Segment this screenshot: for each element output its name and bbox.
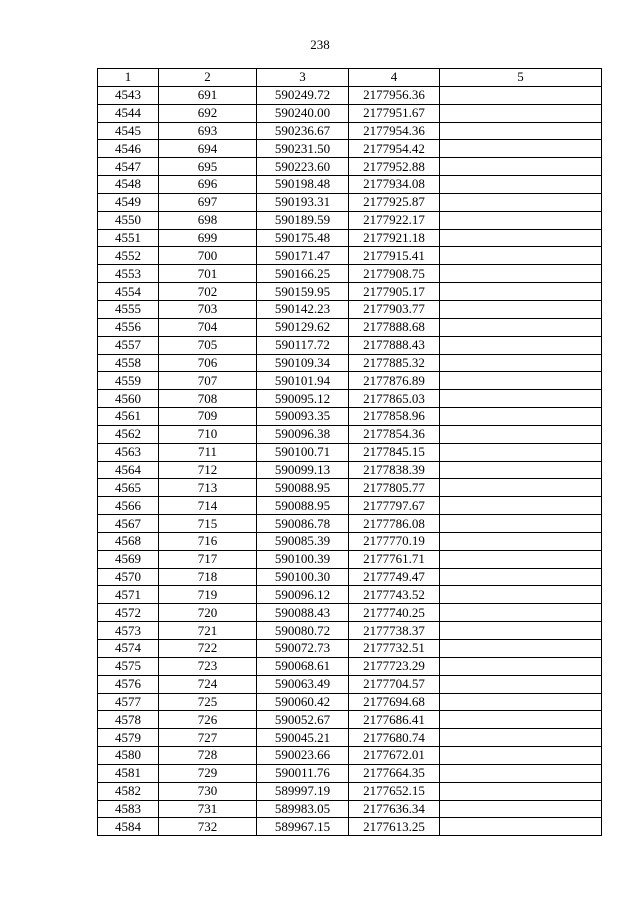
table-cell-col-5 xyxy=(440,675,602,693)
table-cell-col-1: 4562 xyxy=(98,425,159,443)
table-cell-col-1: 4548 xyxy=(98,176,159,194)
table-cell-col-4: 2177854.36 xyxy=(349,425,440,443)
table-row xyxy=(98,104,602,122)
table-cell-col-5 xyxy=(440,818,602,836)
table-cell-col-1: 4583 xyxy=(98,800,159,818)
table-cell-col-2: 721 xyxy=(159,622,257,640)
table-cell-col-1: 4561 xyxy=(98,408,159,426)
table-cell-col-5 xyxy=(440,568,602,586)
table-cell-col-5 xyxy=(440,586,602,604)
table-cell-col-1: 4574 xyxy=(98,640,159,658)
table-cell-col-3: 590096.12 xyxy=(257,586,349,604)
table-cell-col-4: 2177922.17 xyxy=(349,211,440,229)
table-cell-col-4: 2177740.25 xyxy=(349,604,440,622)
table-cell-col-4: 2177956.36 xyxy=(349,86,440,104)
table-cell-col-2: 710 xyxy=(159,425,257,443)
table-row xyxy=(98,497,602,515)
table-cell-col-4: 2177749.47 xyxy=(349,568,440,586)
table-cell-col-4: 2177915.41 xyxy=(349,247,440,265)
table-cell-col-4: 2177743.52 xyxy=(349,586,440,604)
table-row xyxy=(98,372,602,390)
table-cell-col-3: 590231.50 xyxy=(257,140,349,158)
table-cell-col-4: 2177908.75 xyxy=(349,265,440,283)
table-cell-col-4: 2177732.51 xyxy=(349,640,440,658)
table-cell-col-3: 590096.38 xyxy=(257,425,349,443)
table-row xyxy=(98,729,602,747)
table-cell-col-2: 726 xyxy=(159,711,257,729)
table-cell-col-4: 2177888.68 xyxy=(349,318,440,336)
table-cell-col-2: 714 xyxy=(159,497,257,515)
table-cell-col-1: 4545 xyxy=(98,122,159,140)
table-cell-col-3: 590236.67 xyxy=(257,122,349,140)
table-row xyxy=(98,318,602,336)
table-cell-col-5 xyxy=(440,247,602,265)
table-cell-col-3: 590093.35 xyxy=(257,408,349,426)
column-header-4: 4 xyxy=(349,69,440,87)
table-cell-col-5 xyxy=(440,640,602,658)
table-cell-col-5 xyxy=(440,211,602,229)
table-cell-col-4: 2177786.08 xyxy=(349,515,440,533)
table-cell-col-4: 2177885.32 xyxy=(349,354,440,372)
table-row xyxy=(98,283,602,301)
table-cell-col-5 xyxy=(440,497,602,515)
table-cell-col-5 xyxy=(440,711,602,729)
table-cell-col-4: 2177672.01 xyxy=(349,747,440,765)
table-cell-col-3: 590100.39 xyxy=(257,550,349,568)
table-cell-col-1: 4570 xyxy=(98,568,159,586)
table-cell-col-2: 724 xyxy=(159,675,257,693)
table-cell-col-1: 4556 xyxy=(98,318,159,336)
table-cell-col-2: 708 xyxy=(159,390,257,408)
table-cell-col-1: 4584 xyxy=(98,818,159,836)
table-cell-col-2: 700 xyxy=(159,247,257,265)
table-cell-col-3: 590045.21 xyxy=(257,729,349,747)
table-cell-col-5 xyxy=(440,283,602,301)
table-row xyxy=(98,265,602,283)
table-cell-col-4: 2177797.67 xyxy=(349,497,440,515)
table-cell-col-5 xyxy=(440,265,602,283)
table-cell-col-5 xyxy=(440,461,602,479)
table-cell-col-1: 4575 xyxy=(98,657,159,675)
table-cell-col-4: 2177738.37 xyxy=(349,622,440,640)
table-cell-col-1: 4563 xyxy=(98,443,159,461)
table-cell-col-4: 2177694.68 xyxy=(349,693,440,711)
table-cell-col-3: 589967.15 xyxy=(257,818,349,836)
table-cell-col-3: 590129.62 xyxy=(257,318,349,336)
table-cell-col-5 xyxy=(440,104,602,122)
table-cell-col-4: 2177876.89 xyxy=(349,372,440,390)
table-cell-col-5 xyxy=(440,479,602,497)
table-cell-col-2: 697 xyxy=(159,193,257,211)
table-cell-col-1: 4547 xyxy=(98,158,159,176)
table-row xyxy=(98,176,602,194)
table-cell-col-1: 4568 xyxy=(98,532,159,550)
table-cell-col-5 xyxy=(440,336,602,354)
table-cell-col-3: 590109.34 xyxy=(257,354,349,372)
table-cell-col-1: 4566 xyxy=(98,497,159,515)
table-cell-col-5 xyxy=(440,604,602,622)
table-cell-col-4: 2177664.35 xyxy=(349,764,440,782)
table-cell-col-3: 590189.59 xyxy=(257,211,349,229)
table-cell-col-1: 4572 xyxy=(98,604,159,622)
table-cell-col-3: 590249.72 xyxy=(257,86,349,104)
table-row xyxy=(98,140,602,158)
table-cell-col-2: 702 xyxy=(159,283,257,301)
table-cell-col-5 xyxy=(440,122,602,140)
table-cell-col-1: 4549 xyxy=(98,193,159,211)
table-row xyxy=(98,532,602,550)
table-cell-col-1: 4581 xyxy=(98,764,159,782)
table-cell-col-2: 730 xyxy=(159,782,257,800)
table-cell-col-2: 709 xyxy=(159,408,257,426)
table-row xyxy=(98,622,602,640)
table-cell-col-3: 590159.95 xyxy=(257,283,349,301)
table-row xyxy=(98,408,602,426)
table-cell-col-4: 2177888.43 xyxy=(349,336,440,354)
table-cell-col-1: 4579 xyxy=(98,729,159,747)
table-cell-col-3: 590060.42 xyxy=(257,693,349,711)
table-cell-col-2: 712 xyxy=(159,461,257,479)
table-cell-col-3: 590086.78 xyxy=(257,515,349,533)
table-cell-col-2: 695 xyxy=(159,158,257,176)
column-header-1: 1 xyxy=(98,69,159,87)
table-row xyxy=(98,354,602,372)
table-cell-col-1: 4543 xyxy=(98,86,159,104)
table-cell-col-2: 698 xyxy=(159,211,257,229)
table-cell-col-2: 731 xyxy=(159,800,257,818)
table-cell-col-5 xyxy=(440,372,602,390)
column-header-2: 2 xyxy=(159,69,257,87)
table-cell-col-5 xyxy=(440,515,602,533)
table-row xyxy=(98,300,602,318)
table-cell-col-1: 4569 xyxy=(98,550,159,568)
table-cell-col-4: 2177704.57 xyxy=(349,675,440,693)
table-cell-col-3: 590063.49 xyxy=(257,675,349,693)
table-cell-col-2: 705 xyxy=(159,336,257,354)
table-cell-col-5 xyxy=(440,390,602,408)
table-row xyxy=(98,461,602,479)
coordinates-table xyxy=(97,68,602,836)
table-cell-col-1: 4571 xyxy=(98,586,159,604)
table-cell-col-5 xyxy=(440,229,602,247)
table-cell-col-2: 707 xyxy=(159,372,257,390)
table-cell-col-5 xyxy=(440,729,602,747)
table-cell-col-4: 2177903.77 xyxy=(349,300,440,318)
table-cell-col-4: 2177951.67 xyxy=(349,104,440,122)
table-cell-col-1: 4553 xyxy=(98,265,159,283)
table-row xyxy=(98,604,602,622)
table-cell-col-2: 701 xyxy=(159,265,257,283)
table-cell-col-1: 4552 xyxy=(98,247,159,265)
table-cell-col-2: 727 xyxy=(159,729,257,747)
table-cell-col-4: 2177925.87 xyxy=(349,193,440,211)
table-cell-col-4: 2177952.88 xyxy=(349,158,440,176)
table-cell-col-1: 4544 xyxy=(98,104,159,122)
column-header-3: 3 xyxy=(257,69,349,87)
table-cell-col-3: 590100.71 xyxy=(257,443,349,461)
table-cell-col-2: 694 xyxy=(159,140,257,158)
table-cell-col-1: 4551 xyxy=(98,229,159,247)
table-row xyxy=(98,390,602,408)
table-cell-col-3: 590099.13 xyxy=(257,461,349,479)
table-cell-col-4: 2177723.29 xyxy=(349,657,440,675)
table-cell-col-3: 590080.72 xyxy=(257,622,349,640)
table-row xyxy=(98,747,602,765)
table-header xyxy=(98,69,602,87)
table-cell-col-2: 729 xyxy=(159,764,257,782)
table-row xyxy=(98,818,602,836)
table-cell-col-1: 4546 xyxy=(98,140,159,158)
table-cell-col-3: 590101.94 xyxy=(257,372,349,390)
table-cell-col-5 xyxy=(440,550,602,568)
table-cell-col-3: 590175.48 xyxy=(257,229,349,247)
table-cell-col-1: 4580 xyxy=(98,747,159,765)
table-cell-col-3: 590068.61 xyxy=(257,657,349,675)
table-cell-col-3: 590052.67 xyxy=(257,711,349,729)
table-cell-col-5 xyxy=(440,176,602,194)
table-cell-col-1: 4560 xyxy=(98,390,159,408)
table-cell-col-4: 2177805.77 xyxy=(349,479,440,497)
table-cell-col-4: 2177865.03 xyxy=(349,390,440,408)
table-cell-col-4: 2177934.08 xyxy=(349,176,440,194)
table-cell-col-5 xyxy=(440,408,602,426)
table-cell-col-4: 2177838.39 xyxy=(349,461,440,479)
table-cell-col-2: 720 xyxy=(159,604,257,622)
table-row xyxy=(98,86,602,104)
table-cell-col-5 xyxy=(440,300,602,318)
table-cell-col-1: 4555 xyxy=(98,300,159,318)
table-cell-col-1: 4577 xyxy=(98,693,159,711)
table-cell-col-2: 706 xyxy=(159,354,257,372)
table-cell-col-5 xyxy=(440,86,602,104)
table-cell-col-1: 4567 xyxy=(98,515,159,533)
table-cell-col-1: 4557 xyxy=(98,336,159,354)
table-cell-col-2: 699 xyxy=(159,229,257,247)
table-cell-col-2: 693 xyxy=(159,122,257,140)
table-cell-col-2: 704 xyxy=(159,318,257,336)
table-cell-col-3: 590088.95 xyxy=(257,497,349,515)
table-cell-col-1: 4576 xyxy=(98,675,159,693)
table-row xyxy=(98,425,602,443)
table-cell-col-5 xyxy=(440,747,602,765)
table-cell-col-1: 4582 xyxy=(98,782,159,800)
table-cell-col-3: 590198.48 xyxy=(257,176,349,194)
table-cell-col-5 xyxy=(440,318,602,336)
table-row xyxy=(98,586,602,604)
table-body xyxy=(98,86,602,835)
table-cell-col-5 xyxy=(440,782,602,800)
table-cell-col-4: 2177770.19 xyxy=(349,532,440,550)
table-cell-col-1: 4554 xyxy=(98,283,159,301)
table-row xyxy=(98,568,602,586)
table-cell-col-5 xyxy=(440,140,602,158)
table-cell-col-3: 590166.25 xyxy=(257,265,349,283)
table-cell-col-4: 2177686.41 xyxy=(349,711,440,729)
table-row xyxy=(98,336,602,354)
table-cell-col-3: 590085.39 xyxy=(257,532,349,550)
table-cell-col-4: 2177954.42 xyxy=(349,140,440,158)
table-cell-col-5 xyxy=(440,443,602,461)
table-cell-col-3: 589997.19 xyxy=(257,782,349,800)
table-cell-col-2: 703 xyxy=(159,300,257,318)
table-cell-col-5 xyxy=(440,193,602,211)
table-cell-col-2: 718 xyxy=(159,568,257,586)
table-cell-col-2: 719 xyxy=(159,586,257,604)
table-cell-col-4: 2177845.15 xyxy=(349,443,440,461)
table-cell-col-1: 4564 xyxy=(98,461,159,479)
table-cell-col-3: 590100.30 xyxy=(257,568,349,586)
table-cell-col-5 xyxy=(440,693,602,711)
table-cell-col-3: 590072.73 xyxy=(257,640,349,658)
table-cell-col-2: 713 xyxy=(159,479,257,497)
table-cell-col-2: 725 xyxy=(159,693,257,711)
table-cell-col-3: 590240.00 xyxy=(257,104,349,122)
table-cell-col-2: 722 xyxy=(159,640,257,658)
table-row xyxy=(98,800,602,818)
table-cell-col-2: 691 xyxy=(159,86,257,104)
table-row xyxy=(98,550,602,568)
table-cell-col-3: 590223.60 xyxy=(257,158,349,176)
table-row xyxy=(98,782,602,800)
table-cell-col-4: 2177761.71 xyxy=(349,550,440,568)
table-cell-col-3: 590171.47 xyxy=(257,247,349,265)
table-row xyxy=(98,229,602,247)
table-cell-col-4: 2177954.36 xyxy=(349,122,440,140)
table-cell-col-2: 715 xyxy=(159,515,257,533)
table-cell-col-2: 692 xyxy=(159,104,257,122)
table-row xyxy=(98,443,602,461)
table-cell-col-3: 590142.23 xyxy=(257,300,349,318)
table-cell-col-3: 590023.66 xyxy=(257,747,349,765)
table-cell-col-2: 723 xyxy=(159,657,257,675)
table-cell-col-5 xyxy=(440,657,602,675)
table-cell-col-2: 711 xyxy=(159,443,257,461)
table-cell-col-3: 590193.31 xyxy=(257,193,349,211)
table-cell-col-3: 589983.05 xyxy=(257,800,349,818)
table-cell-col-4: 2177921.18 xyxy=(349,229,440,247)
table-cell-col-4: 2177905.17 xyxy=(349,283,440,301)
column-header-5: 5 xyxy=(440,69,602,87)
table-cell-col-2: 717 xyxy=(159,550,257,568)
table-cell-col-1: 4578 xyxy=(98,711,159,729)
table-cell-col-5 xyxy=(440,354,602,372)
table-cell-col-2: 696 xyxy=(159,176,257,194)
table-cell-col-4: 2177652.15 xyxy=(349,782,440,800)
table-cell-col-1: 4565 xyxy=(98,479,159,497)
table-row xyxy=(98,675,602,693)
table-row xyxy=(98,247,602,265)
table-cell-col-5 xyxy=(440,158,602,176)
table-cell-col-5 xyxy=(440,425,602,443)
table-cell-col-1: 4573 xyxy=(98,622,159,640)
table-cell-col-4: 2177680.74 xyxy=(349,729,440,747)
table-cell-col-3: 590095.12 xyxy=(257,390,349,408)
table-cell-col-3: 590088.95 xyxy=(257,479,349,497)
table-cell-col-4: 2177636.34 xyxy=(349,800,440,818)
table-row xyxy=(98,158,602,176)
table-cell-col-2: 716 xyxy=(159,532,257,550)
table-cell-col-1: 4550 xyxy=(98,211,159,229)
page-number: 238 xyxy=(310,37,330,52)
table-row xyxy=(98,764,602,782)
table-cell-col-5 xyxy=(440,764,602,782)
table-row xyxy=(98,711,602,729)
table-cell-col-2: 728 xyxy=(159,747,257,765)
table-cell-col-4: 2177858.96 xyxy=(349,408,440,426)
table-row xyxy=(98,479,602,497)
table-header-row xyxy=(98,69,602,87)
table-cell-col-4: 2177613.25 xyxy=(349,818,440,836)
table-cell-col-5 xyxy=(440,532,602,550)
table-cell-col-1: 4559 xyxy=(98,372,159,390)
table-row xyxy=(98,657,602,675)
table-row xyxy=(98,211,602,229)
table-row xyxy=(98,122,602,140)
table-cell-col-3: 590117.72 xyxy=(257,336,349,354)
table-row xyxy=(98,693,602,711)
table-cell-col-5 xyxy=(440,800,602,818)
table-row xyxy=(98,640,602,658)
table-row xyxy=(98,515,602,533)
table-cell-col-3: 590088.43 xyxy=(257,604,349,622)
table-cell-col-1: 4558 xyxy=(98,354,159,372)
table-row xyxy=(98,193,602,211)
table-cell-col-5 xyxy=(440,622,602,640)
table-cell-col-2: 732 xyxy=(159,818,257,836)
table-cell-col-3: 590011.76 xyxy=(257,764,349,782)
